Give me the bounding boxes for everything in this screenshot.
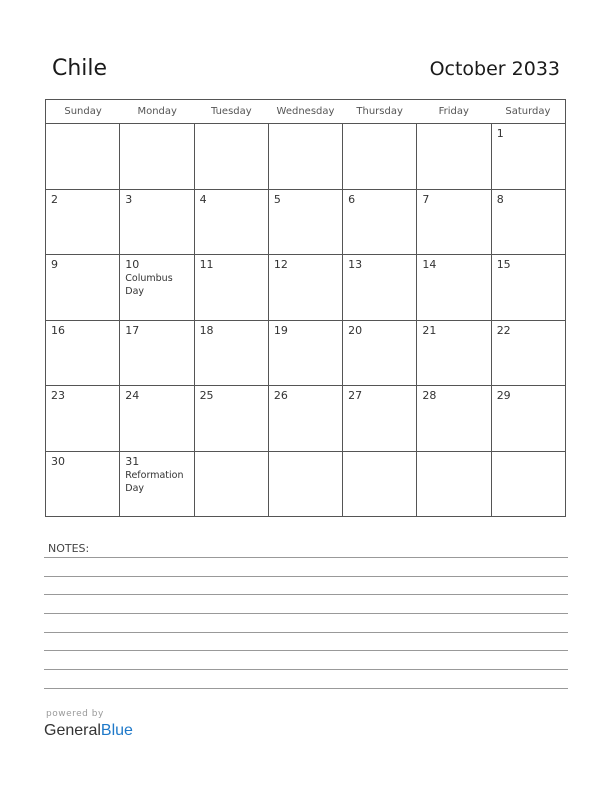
weekday-header-row xyxy=(46,100,565,124)
day-cell xyxy=(195,124,269,189)
day-cell xyxy=(417,190,491,255)
day-cell xyxy=(417,386,491,451)
day-number: 18 xyxy=(199,323,214,337)
day-cell xyxy=(492,255,565,320)
day-cell xyxy=(195,255,269,320)
day-number: 30 xyxy=(51,454,65,468)
calendar-grid xyxy=(45,99,566,517)
day-cell xyxy=(269,452,343,517)
week-row xyxy=(46,124,565,190)
day-cell xyxy=(417,321,491,386)
day-number: 8 xyxy=(496,192,504,206)
day-cell xyxy=(492,452,565,517)
day-cell xyxy=(269,321,343,386)
day-number: 13 xyxy=(348,258,363,271)
brand-name-part2: Blue xyxy=(100,722,133,739)
day-cell xyxy=(120,321,194,386)
day-number: 6 xyxy=(348,192,356,206)
day-number: 7 xyxy=(422,192,430,206)
note-line xyxy=(44,669,568,670)
week-row xyxy=(46,321,565,387)
day-cell xyxy=(46,190,120,255)
country-title: Chile xyxy=(52,56,108,81)
day-number: 11 xyxy=(199,258,214,271)
day-cell xyxy=(195,452,269,517)
notes-label: NOTES: xyxy=(48,542,90,555)
day-cell xyxy=(269,255,343,320)
day-cell xyxy=(343,124,417,189)
day-number: 22 xyxy=(496,323,511,337)
day-cell xyxy=(46,386,120,451)
note-line xyxy=(44,688,568,689)
day-cell xyxy=(46,321,120,386)
day-cell xyxy=(343,255,417,320)
day-cell xyxy=(269,386,343,451)
day-number: 1 xyxy=(496,127,504,140)
day-number: 26 xyxy=(273,389,288,402)
day-number: 21 xyxy=(422,323,437,337)
week-row xyxy=(46,386,565,452)
day-number: 14 xyxy=(422,258,437,271)
day-number: 27 xyxy=(348,389,363,402)
weekday-header: Friday xyxy=(438,106,469,117)
note-line xyxy=(44,557,568,558)
week-row xyxy=(46,452,565,517)
day-cell xyxy=(120,452,194,517)
day-number: 29 xyxy=(496,389,511,402)
day-cell xyxy=(195,321,269,386)
weekday-header: Thursday xyxy=(356,106,403,117)
day-cell xyxy=(343,452,417,517)
powered-by-text: powered by xyxy=(46,709,104,719)
day-cell xyxy=(120,124,194,189)
day-cell xyxy=(269,190,343,255)
day-cell xyxy=(417,452,491,517)
note-line xyxy=(44,632,568,633)
day-number: 19 xyxy=(273,323,288,337)
day-cell xyxy=(492,321,565,386)
day-cell xyxy=(492,124,565,189)
day-cell xyxy=(343,321,417,386)
day-number: 23 xyxy=(51,389,65,402)
day-cell xyxy=(492,190,565,255)
day-number: 3 xyxy=(125,192,133,206)
day-cell xyxy=(492,386,565,451)
day-cell xyxy=(343,190,417,255)
day-cell xyxy=(417,255,491,320)
note-line xyxy=(44,650,568,651)
note-line xyxy=(44,613,568,614)
day-cell xyxy=(46,124,120,189)
day-cell xyxy=(120,386,194,451)
holiday-label: Columbus Day xyxy=(125,273,173,297)
day-number: 9 xyxy=(51,258,58,271)
weekday-header: Sunday xyxy=(64,106,102,117)
week-row xyxy=(46,190,565,256)
holiday-label: Reformation Day xyxy=(125,469,184,494)
day-number: 10 xyxy=(125,258,140,271)
day-number: 5 xyxy=(273,192,281,206)
day-cell xyxy=(120,255,194,320)
day-cell xyxy=(120,190,194,255)
day-cell xyxy=(343,386,417,451)
day-cell xyxy=(195,190,269,255)
day-cell xyxy=(46,255,120,320)
day-number: 24 xyxy=(125,389,140,402)
day-number: 4 xyxy=(199,192,207,206)
weekday-header: Saturday xyxy=(505,106,551,117)
day-cell xyxy=(46,452,120,517)
weeks-container xyxy=(46,124,565,516)
month-year-title: October 2033 xyxy=(429,58,560,80)
generalblue-logo[interactable] xyxy=(44,721,133,741)
week-row xyxy=(46,255,565,321)
day-number: 17 xyxy=(125,323,140,337)
day-number: 12 xyxy=(273,258,288,271)
day-number: 15 xyxy=(496,258,511,271)
day-cell xyxy=(269,124,343,189)
day-cell xyxy=(195,386,269,451)
note-line xyxy=(44,594,568,595)
day-cell xyxy=(417,124,491,189)
weekday-header: Wednesday xyxy=(276,106,335,117)
day-number: 28 xyxy=(422,389,437,402)
weekday-header: Tuesday xyxy=(211,106,252,117)
note-line xyxy=(44,576,568,577)
brand-name-part1: General xyxy=(44,722,101,739)
weekday-header: Monday xyxy=(137,106,177,117)
day-number: 20 xyxy=(348,323,363,337)
day-number: 2 xyxy=(51,192,58,206)
day-number: 25 xyxy=(199,389,214,402)
day-number: 16 xyxy=(51,323,65,337)
day-number: 31 xyxy=(125,454,140,468)
